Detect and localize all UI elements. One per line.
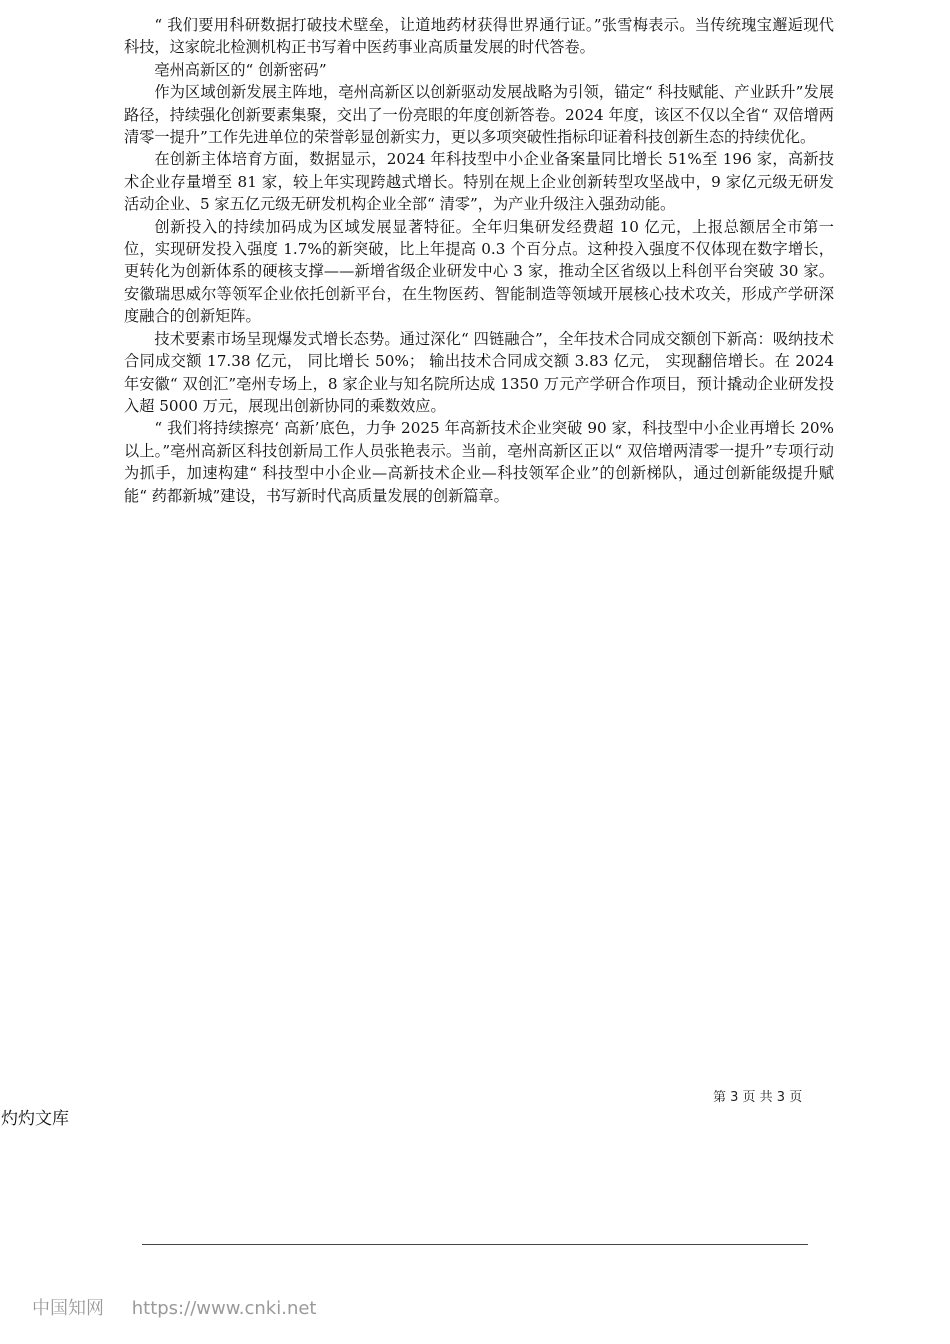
paragraph: “ 我们将持续擦亮‘ 高新’底色，力争 2025 年高新技术企业突破 90 家，科技型中小企业再增长 20%以上。”亳州高新区科技创新局工作人员张艳表示。当前，亳州高新区正以“ 双倍增两清零一提升”专项行动为抓手，加速构建“ 科技型中小企业—高新技术企业—科技领军企业”的创新梯队，通过创新能级提升赋能“ 药都新城”建设，书写新时代高质量发展的创新篇章。 xyxy=(124,419,834,505)
watermark xyxy=(32,1294,316,1320)
section-heading: 亳州高新区的“ 创新密码” xyxy=(154,60,327,79)
source-label: 灼灼文库 xyxy=(1,1109,69,1129)
watermark-url: https://www.cnki.net xyxy=(131,1298,317,1319)
watermark-brand: 中国知网 xyxy=(32,1298,104,1319)
paragraph: 作为区域创新发展主阵地，亳州高新区以创新驱动发展战略为引领，锚定“ 科技赋能、产业跃升”发展路径，持续强化创新要素集聚，交出了一份亮眼的年度创新答卷。2024 年度，该区不仅以全省“ 双倍增两清零一提升”工作先进单位的荣誉彰显创新实力，更以多项突破性指标印证着科技创新生态的持续优化。 xyxy=(124,83,834,147)
paragraph: 在创新主体培育方面，数据显示，2024 年科技型中小企业备案量同比增长 51%至 196 家，高新技术企业存量增至 81 家，较上年实现跨越式增长。特别在规上企业创新转型攻坚战中，9 家亿元级无研发活动企业、5 家五亿元级无研发机构企业全部“ 清零”，为产业升级注入强劲动能。 xyxy=(124,150,834,214)
paragraph: 创新投入的持续加码成为区域发展显著特征。全年归集研发经费超 10 亿元，上报总额居全市第一位，实现研发投入强度 1.7%的新突破，比上年提高 0.3 个百分点。这种投入强度不仅体现在数字增长，更转化为创新体系的硬核支撑——新增省级企业研发中心 3 家，推动全区省级以上科创平台突破 30 家。安徽瑞思威尔等领军企业依托创新平台，在生物医药、智能制造等领域开展核心技术攻关，形成产学研深度融合的创新矩阵。 xyxy=(124,217,834,326)
paragraph: 技术要素市场呈现爆发式增长态势。通过深化“ 四链融合”，全年技术合同成交额创下新高：吸纳技术合同成交额 17.38 亿元， 同比增长 50%； 输出技术合同成交额 3.83 亿元， 实现翻倍增长。在 2024 年安徽“ 双创汇”亳州专场上，8 家企业与知名院所达成 1350 万元产学研合作项目，预计撬动企业研发投入超 5000 万元，展现出创新协同的乘数效应。 xyxy=(124,329,834,415)
document-body xyxy=(124,14,834,507)
page-number: 第 3 页 共 3 页 xyxy=(713,1090,803,1105)
paragraph: “ 我们要用科研数据打破技术壁垒，让道地药材获得世界通行证。”张雪梅表示。当传统瑰宝邂逅现代科技，这家皖北检测机构正书写着中医药事业高质量发展的时代答卷。 xyxy=(124,16,834,57)
divider xyxy=(142,1244,808,1245)
